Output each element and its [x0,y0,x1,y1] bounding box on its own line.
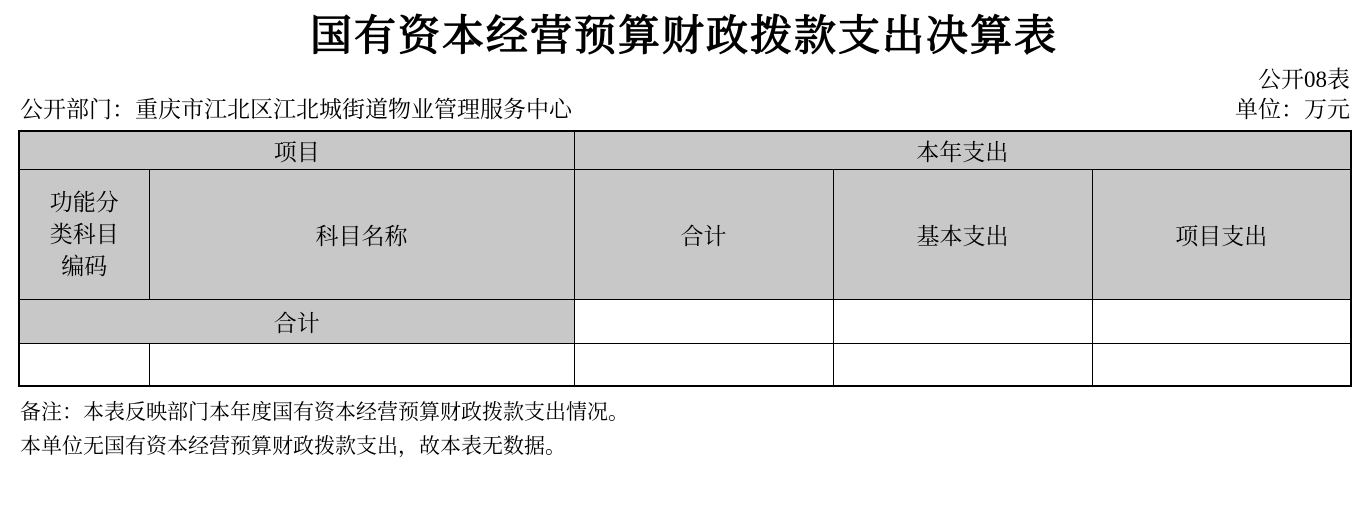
expenditure-table [18,130,1352,387]
header-project: 项目 [19,131,574,170]
total-row-project-value [1092,300,1351,344]
table-row-total [19,300,1351,344]
header-basic-expenditure: 基本支出 [833,170,1092,300]
notes-section [18,395,1350,463]
department-label: 公开部门： [20,97,135,122]
form-number-row [18,66,1350,94]
header-current-year-expenditure: 本年支出 [574,131,1351,170]
header-function-code-line2: 类科目 [49,221,119,247]
total-row-basic-value [833,300,1092,344]
row-project [1092,344,1351,386]
table-row [19,344,1351,386]
row-code [19,344,149,386]
note-line-2: 本单位无国有资本经营预算财政拨款支出，故本表无数据。 [20,433,566,458]
department-name: 重庆市江北区江北城街道物业管理服务中心 [135,97,572,122]
department-row [18,94,1350,126]
document-page [0,8,1368,526]
form-number: 公开08表 [1258,67,1350,92]
unit-label: 单位：万元 [1235,97,1350,122]
table-header-columns-row [19,170,1351,300]
header-project-expenditure: 项目支出 [1092,170,1351,300]
department-line [20,94,572,126]
header-function-code-line3: 编码 [61,253,108,279]
header-function-code [19,170,149,300]
header-total: 合计 [574,170,833,300]
header-subject-name: 科目名称 [149,170,574,300]
total-row-label: 合计 [19,300,574,344]
note-line-1: 备注：本表反映部门本年度国有资本经营预算财政拨款支出情况。 [20,399,629,424]
row-total [574,344,833,386]
row-name [149,344,574,386]
header-function-code-line1: 功能分 [49,189,119,215]
total-row-total-value [574,300,833,344]
row-basic [833,344,1092,386]
table-header-group-row [19,131,1351,170]
page-title: 国有资本经营预算财政拨款支出决算表 [309,14,1058,60]
